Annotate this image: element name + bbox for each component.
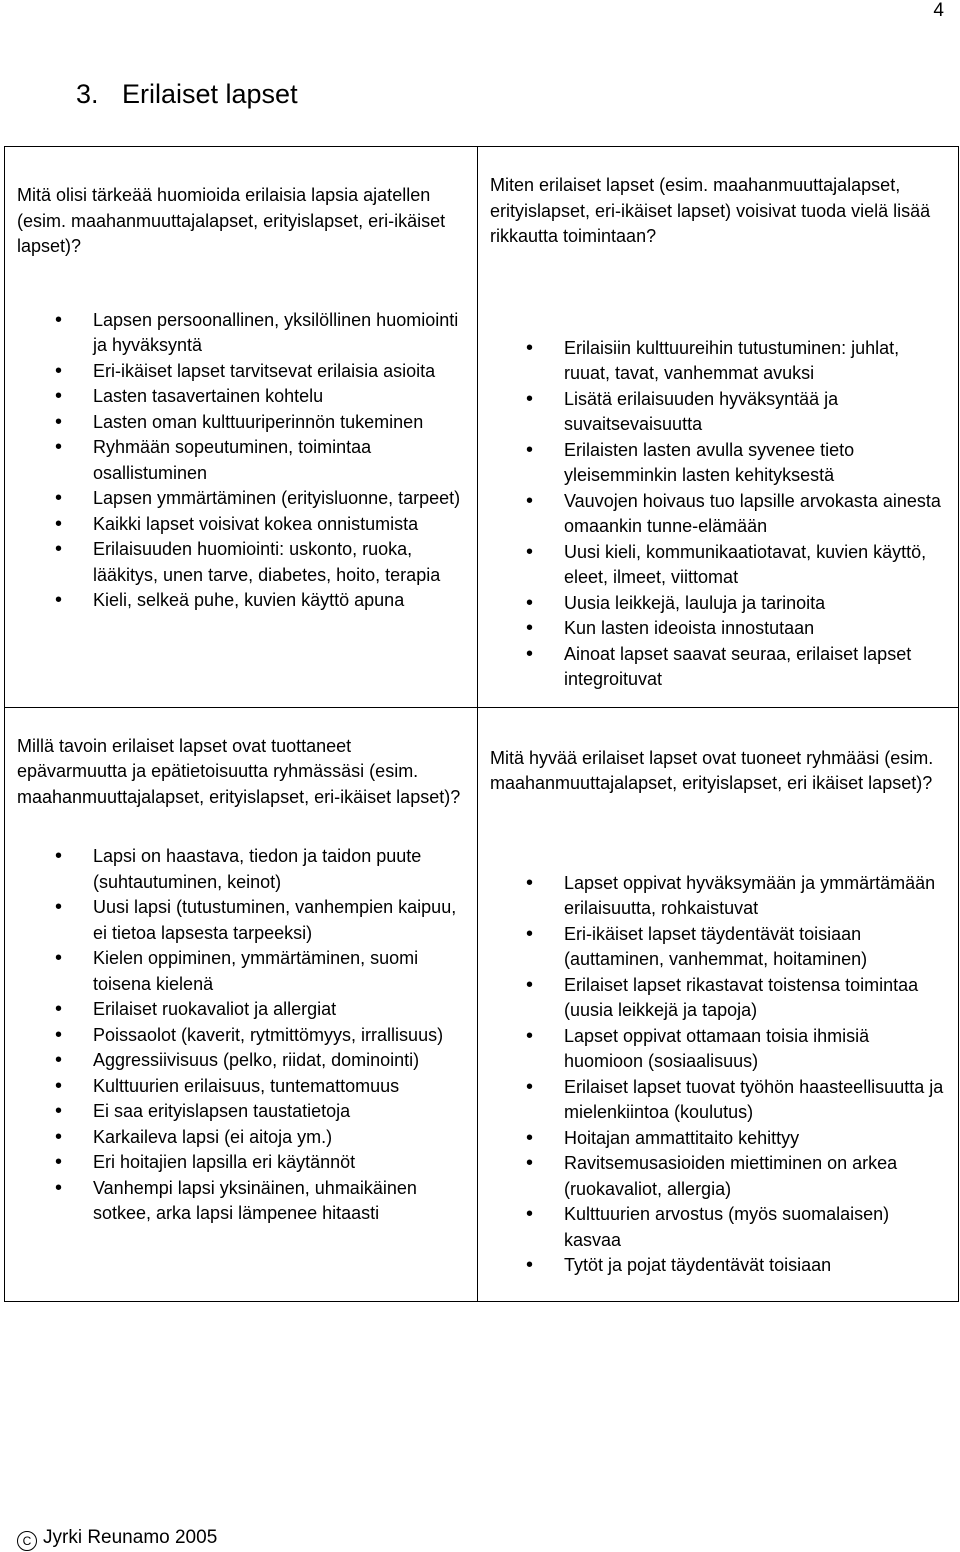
cell-uncertainty: [5, 707, 478, 1301]
cell-enrichment: [478, 147, 959, 708]
list-item: • Kulttuurien arvostus (myös suomalaisen) kasvaa: [478, 1202, 958, 1253]
question-grid: [4, 146, 959, 1302]
question-uncertainty: Millä tavoin erilaiset lapset ovat tuottaneet epävarmuutta ja epätietoisuutta ryhmässäsi (esim. maahanmuuttajalapset, erityislapset, eri-ikäiset lapset)?: [17, 735, 461, 807]
list-item: • Uusi lapsi (tutustuminen, vanhempien kaipuu, ei tietoa lapsesta tarpeeksi): [5, 895, 477, 946]
list-item: • Erilaisuuden huomiointi: uskonto, ruoka, lääkitys, unen tarve, diabetes, hoito, terapia: [5, 537, 477, 588]
list-item: • Kieli, selkeä puhe, kuvien käyttö apuna: [5, 588, 477, 614]
list-item: • Karkaileva lapsi (ei aitoja ym.): [5, 1125, 477, 1151]
cell-benefits: [478, 707, 959, 1301]
list-item: • Ravitsemusasioiden miettiminen on arkea (ruokavaliot, allergia): [478, 1151, 958, 1202]
section-title: Erilaiset lapset: [122, 79, 298, 109]
list-benefits: [478, 871, 958, 1279]
list-item: • Kulttuurien erilaisuus, tuntemattomuus: [5, 1074, 477, 1100]
list-item: • Lapsi on haastava, tiedon ja taidon puute (suhtautuminen, keinot): [5, 844, 477, 895]
list-item: • Lapset oppivat hyväksymään ja ymmärtämään erilaisuutta, rohkaistuvat: [478, 871, 958, 922]
list-item: • Lisätä erilaisuuden hyväksyntää ja suvaitsevaisuutta: [478, 387, 958, 438]
footer-author: Jyrki Reunamo 2005: [43, 1527, 218, 1548]
list-item: • Vanhempi lapsi yksinäinen, uhmaikäinen sotkee, arka lapsi lämpenee hitaasti: [5, 1176, 477, 1227]
list-enrichment: [478, 336, 958, 693]
cell-considerations: [5, 147, 478, 708]
list-item: • Erilaiset lapset rikastavat toistensa toimintaa (uusia leikkejä ja tapoja): [478, 973, 958, 1024]
list-item: • Lapset oppivat ottamaan toisia ihmisiä huomioon (sosiaalisuus): [478, 1024, 958, 1075]
list-item: • Eri-ikäiset lapset täydentävät toisiaan (auttaminen, vanhemmat, hoitaminen): [478, 922, 958, 973]
list-item: • Eri-ikäiset lapset tarvitsevat erilaisia asioita: [5, 359, 477, 385]
list-item: • Kielen oppiminen, ymmärtäminen, suomi toisena kielenä: [5, 946, 477, 997]
list-item: • Erilaiset lapset tuovat työhön haasteellisuutta ja mielenkiintoa (koulutus): [478, 1075, 958, 1126]
section-heading: [76, 76, 298, 112]
list-item: • Tytöt ja pojat täydentävät toisiaan: [478, 1253, 958, 1279]
list-item: • Ryhmään sopeutuminen, toimintaa osallistuminen: [5, 435, 477, 486]
list-item: • Poissaolot (kaverit, rytmittömyys, irrallisuus): [5, 1023, 477, 1049]
footer: [17, 1526, 217, 1551]
list-item: • Uusia leikkejä, lauluja ja tarinoita: [478, 591, 958, 617]
list-item: • Lasten tasavertainen kohtelu: [5, 384, 477, 410]
list-item: • Kaikki lapset voisivat kokea onnistumista: [5, 512, 477, 538]
section-number: 3.: [76, 79, 99, 109]
list-considerations: [5, 308, 477, 614]
list-item: • Lapsen persoonallinen, yksilöllinen huomiointi ja hyväksyntä: [5, 308, 477, 359]
list-item: • Uusi kieli, kommunikaatiotavat, kuvien käyttö, eleet, ilmeet, viittomat: [478, 540, 958, 591]
list-item: • Lapsen ymmärtäminen (erityisluonne, tarpeet): [5, 486, 477, 512]
list-item: • Kun lasten ideoista innostutaan: [478, 616, 958, 642]
list-item: • Vauvojen hoivaus tuo lapsille arvokasta ainesta omaankin tunne-elämään: [478, 489, 958, 540]
copyright-icon: C: [17, 1531, 37, 1551]
list-item: • Lasten oman kulttuuriperinnön tukeminen: [5, 410, 477, 436]
page-number: 4: [933, 0, 944, 21]
list-item: • Ei saa erityislapsen taustatietoja: [5, 1099, 477, 1125]
list-item: • Ainoat lapset saavat seuraa, erilaiset lapset integroituvat: [478, 642, 958, 693]
question-considerations: Mitä olisi tärkeää huomioida erilaisia lapsia ajatellen (esim. maahanmuuttajalapset, erityislapset, eri-ikäiset lapset)?: [17, 185, 446, 256]
list-item: • Eri hoitajien lapsilla eri käytännöt: [5, 1150, 477, 1176]
list-item: • Erilaiset ruokavaliot ja allergiat: [5, 997, 477, 1023]
question-enrichment: Miten erilaiset lapset (esim. maahanmuuttajalapset, erityislapset, eri-ikäiset lapset) voisivat tuoda vielä lisää rikkautta toimintaan?: [490, 175, 931, 246]
list-item: • Erilaisten lasten avulla syvenee tieto yleisemminkin lasten kehityksestä: [478, 438, 958, 489]
question-benefits: Mitä hyvää erilaiset lapset ovat tuoneet ryhmääsi (esim. maahanmuuttajalapset, erityislapset, eri ikäiset lapset)?: [490, 747, 934, 793]
list-uncertainty: [5, 844, 477, 1227]
list-item: • Hoitajan ammattitaito kehittyy: [478, 1126, 958, 1152]
list-item: • Aggressiivisuus (pelko, riidat, dominointi): [5, 1048, 477, 1074]
list-item: • Erilaisiin kulttuureihin tutustuminen: juhlat, ruuat, tavat, vanhemmat avuksi: [478, 336, 958, 387]
